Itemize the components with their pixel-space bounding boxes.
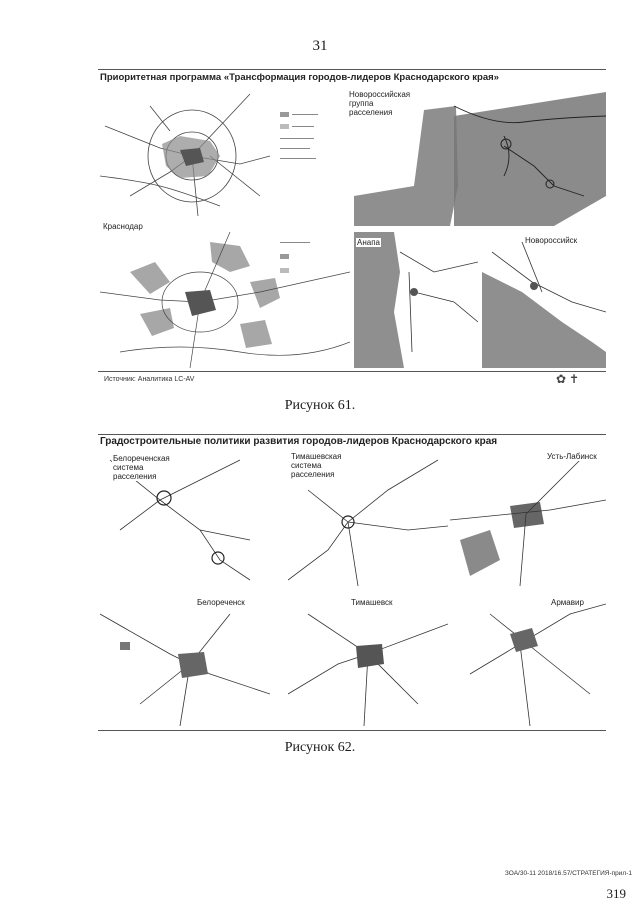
novorossiysk-map [482,232,606,368]
figure-61-bottom-rule [98,371,606,372]
timashevsk-map [288,594,448,726]
label-belorechensk: Белореченск [197,598,245,607]
label-krasnodar: Краснодар [103,222,143,231]
label-novorossiysk-group: Новороссийская группа расселения [349,90,411,117]
anapa-map [354,232,478,368]
krasnodar-map-bottom [100,232,350,368]
krasnodar-map-top [100,86,350,226]
figure-61-source: Источник: Аналитика LC-AV [104,376,195,383]
figure-62-caption: Рисунок 62. [284,740,356,755]
legend-line-3 [280,138,314,139]
logo-icon: ✿ ✝ [556,372,580,386]
label-novorossiysk: Новороссийск [525,236,578,245]
legend2-swatch-1 [280,254,289,259]
legend-swatch-2 [280,124,289,129]
figure-62-bottom-rule [98,730,606,731]
label-ust-labinsk: Усть-Лабинск [547,452,597,461]
belorechensk-map [100,594,270,726]
legend-swatch-1 [280,112,289,117]
legend2-line-1 [280,242,310,243]
label-timashevsk: Тимашевск [351,598,393,607]
figure-61-caption: Рисунок 61. [284,398,356,413]
armavir-map [450,594,606,726]
label-belorechensk-system: Белореченская система расселения [113,454,170,481]
legend2-swatch-2 [280,268,289,273]
legend-line-4 [280,148,310,149]
ust-labinsk-map [450,450,606,586]
legend-line-2 [292,126,314,127]
figure-61-top-rule [98,69,606,70]
legend-line-5 [280,158,316,159]
label-armavir: Армавир [551,598,584,607]
figure-61-title: Приоритетная программа «Трансформация городов-лидеров Краснодарского края» [100,72,499,83]
legend-line-1 [292,114,318,115]
figure-62-top-rule [98,434,606,435]
sheet-number: 319 [606,886,626,901]
figure-62-title: Градостроительные политики развития городов-лидеров Краснодарского края [100,436,498,447]
label-timashevsk-system: Тимашевская система расселения [291,452,342,479]
label-anapa: Анапа [357,238,380,247]
page-number: 31 [312,38,328,54]
footer-document-ref: ЗОА/30-11 2018/16.57/СТРАТЕГИЯ-прил-1 [504,870,632,877]
